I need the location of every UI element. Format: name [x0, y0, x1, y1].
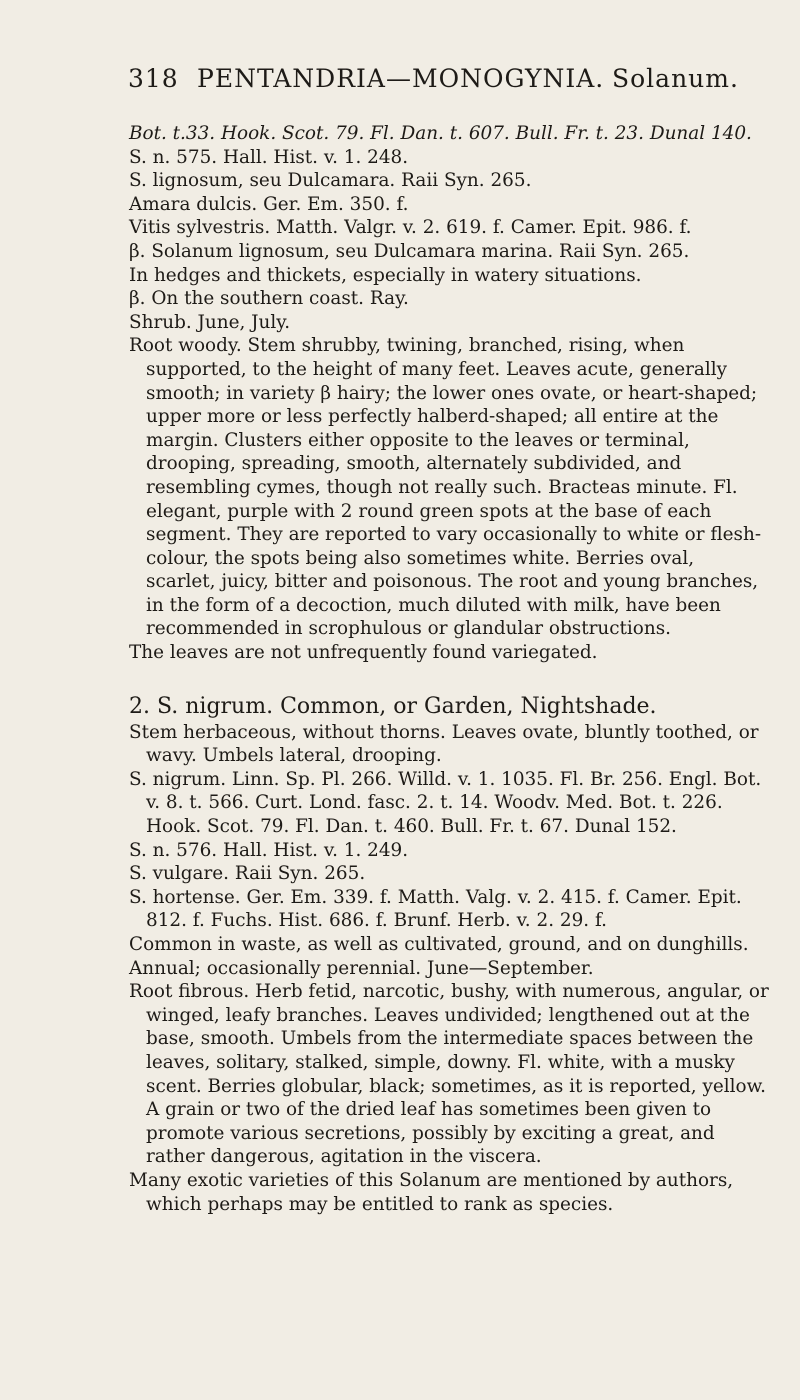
diagnosis: Stem herbaceous, without thorns. Leaves ovate, bluntly toothed, or wavy. Umbels lateral, drooping.	[129, 721, 759, 767]
habitat: In hedges and thickets, especially in watery situations.	[129, 264, 642, 286]
duration: Annual; occasionally perennial. June—September.	[129, 957, 594, 979]
duration: Shrub. June, July.	[129, 311, 291, 333]
synonym: S. nigrum. Linn. Sp. Pl. 266. Willd. v. 1. 1035. Fl. Br. 256. Engl. Bot. v. 8. t. 566. Curt. Lond. fasc. 2. t. 14. Woodv. Med. Bot. t. 226. Hook. Scot. 79. Fl. Dan. t. 460. Bull. Fr. t. 67. Dunal 152.	[129, 768, 762, 838]
synonym: S. n. 576. Hall. Hist. v. 1. 249.	[129, 839, 409, 861]
note: Many exotic varieties of this Solanum are mentioned by authors, which perhaps may be entitled to rank as species.	[129, 1169, 734, 1215]
section-gap	[129, 665, 769, 693]
description: Root fibrous. Herb fetid, narcotic, bushy, with numerous, angular, or winged, leafy branches. Leaves undivided; lengthened out at the base, smooth. Umbels from the intermediate spaces between the leaves, solitary, stalked, simple, downy. Fl. white, with a musky scent. Berries globular, black; sometimes, as it is reported, yellow. A grain or two of the dried leaf has sometimes been given to promote various secretions, possibly by exciting a great, and rather dangerous, agitation in the viscera.	[129, 981, 769, 1168]
synonym: S. vulgare. Raii Syn. 265.	[129, 863, 366, 885]
description: Root woody. Stem shrubby, twining, branched, rising, when supported, to the height of many feet. Leaves acute, generally smooth; in variety β hairy; the lower ones ovate, or heart-shaped; upper more or less perfectly halberd-shaped; all entire at the margin. Clusters either opposite to the leaves or terminal, drooping, spreading, smooth, alternately subdivided, and resembling cymes, though not really such. Bracteas minute. Fl. elegant, purple with 2 round green spots at the base of each segment. They are reported to vary occasionally to white or flesh-colour, the spots being also sometimes white. Berries oval, scarlet, juicy, bitter and poisonous. The root and young branches, in the form of a decoction, much diluted with milk, have been recommended in scrophulous or glandular obstructions.	[129, 335, 762, 640]
page-number: 318	[128, 64, 179, 93]
habitat: Common in waste, as well as cultivated, ground, and on dunghills.	[129, 934, 749, 955]
synonym: S. hortense. Ger. Em. 339. f. Matth. Valg. v. 2. 415. f. Camer. Epit. 812. f. Fuchs. Hist. 686. f. Brunf. Herb. v. 2. 29. f.	[129, 886, 742, 932]
genus-label: Solanum.	[612, 64, 739, 93]
references-continued: Bot. t.33. Hook. Scot. 79. Fl. Dan. t. 607. Bull. Fr. t. 23. Dunal 140.	[129, 123, 752, 144]
synonym: Vitis sylvestris. Matth. Valgr. v. 2. 619. f. Camer. Epit. 986. f.	[129, 217, 692, 239]
page-title: PENTANDRIA—MONOGYNIA.	[197, 64, 605, 93]
synonym: Amara dulcis. Ger. Em. 350. f.	[129, 193, 409, 215]
habitat-variety: β. On the southern coast. Ray.	[129, 288, 409, 310]
page-body	[129, 122, 769, 1216]
species-heading: 2. S. nigrum. Common, or Garden, Nightshade.	[129, 693, 657, 719]
synonym: β. Solanum lignosum, seu Dulcamara marina. Raii Syn. 265.	[129, 240, 690, 262]
synonym: S. lignosum, seu Dulcamara. Raii Syn. 265.	[129, 170, 532, 192]
note: The leaves are not unfrequently found variegated.	[129, 642, 598, 664]
synonym: S. n. 575. Hall. Hist. v. 1. 248.	[129, 146, 409, 168]
